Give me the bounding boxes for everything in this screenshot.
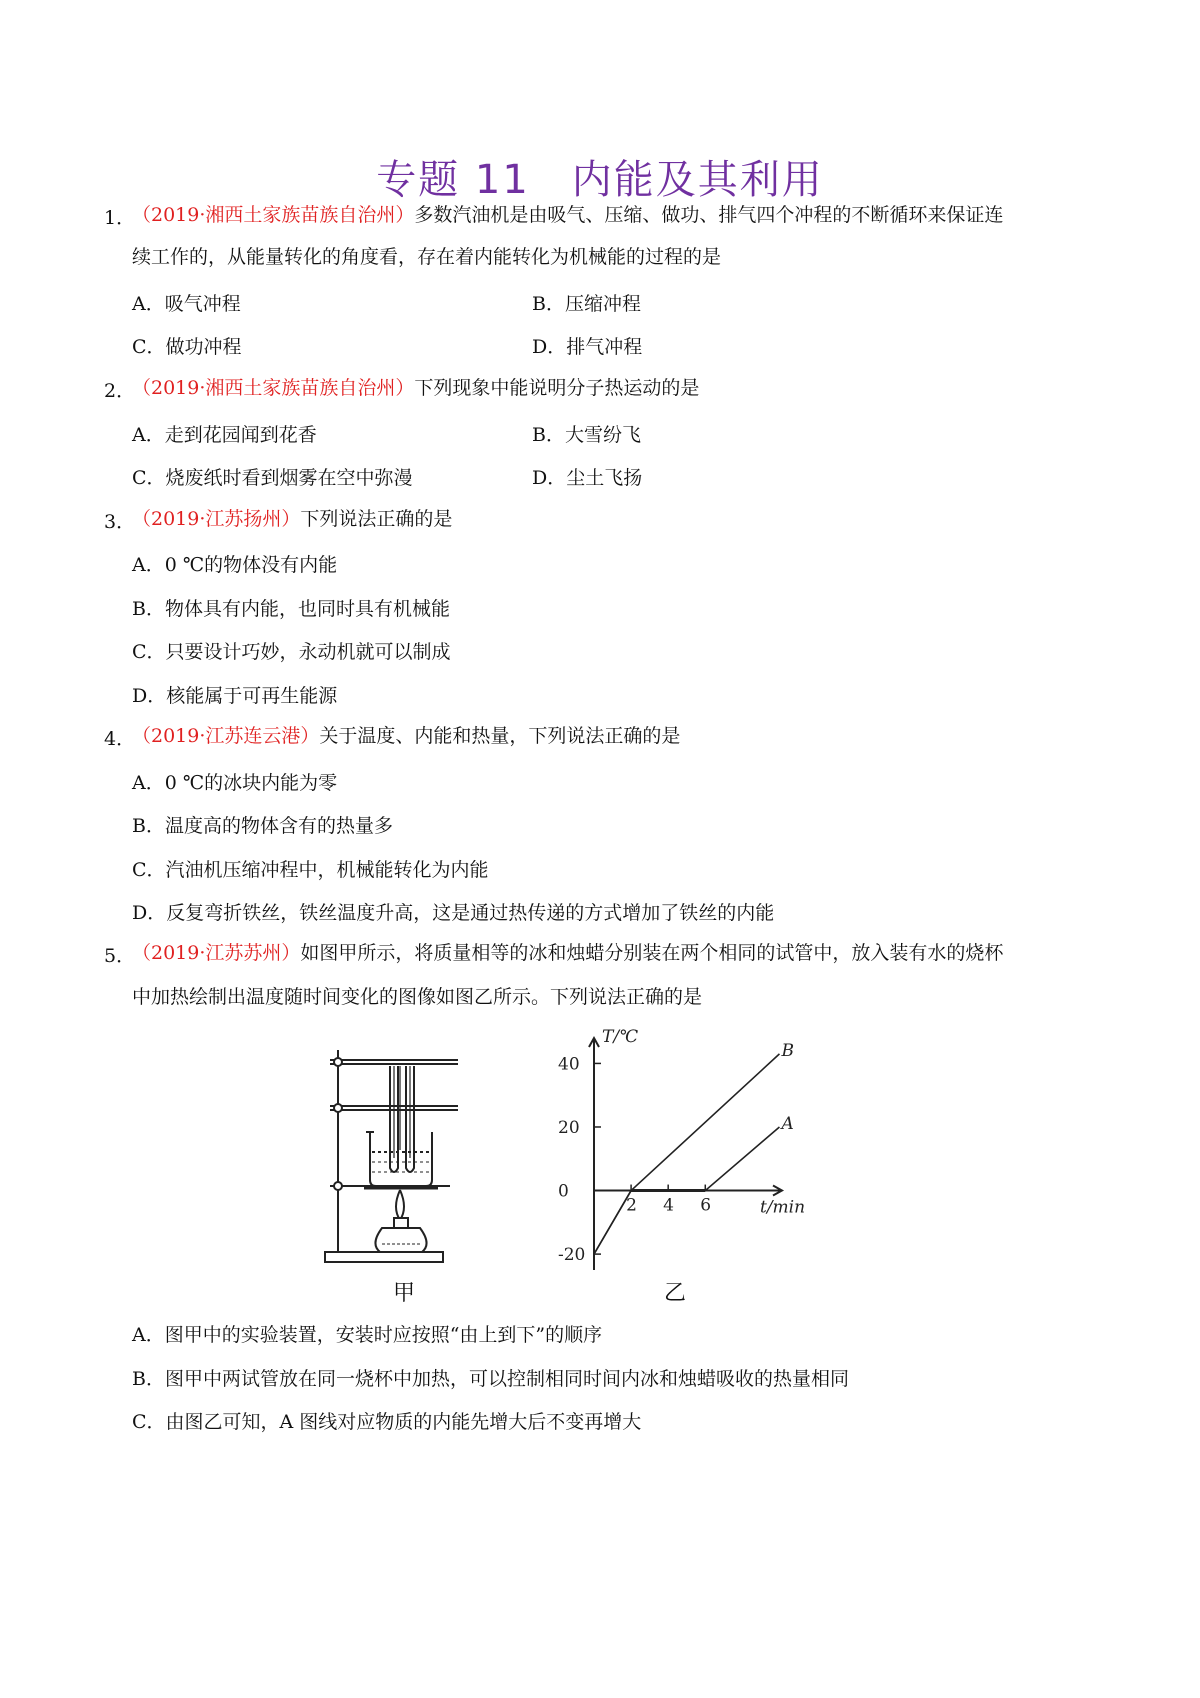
question-stem [132, 507, 452, 531]
series-label-b: B [781, 1040, 794, 1061]
stem-text-continued: 中加热绘制出温度随时间变化的图像如图乙所示。下列说法正确的是 [132, 986, 703, 1008]
question-source: （2019·湘西土家族苗族自治州） [132, 377, 415, 399]
option-b[interactable]: B．压缩冲程 [532, 293, 641, 315]
y-axis-label: T/℃ [602, 1027, 639, 1047]
x-axis-label: t/min [760, 1197, 806, 1218]
option-a[interactable]: A．吸气冲程 [132, 293, 241, 315]
y-tick-label: 0 [558, 1181, 569, 1202]
question-source: （2019·江苏苏州） [132, 942, 301, 964]
x-tick-label: 2 [626, 1195, 637, 1216]
question-source: （2019·湘西土家族苗族自治州） [132, 204, 415, 226]
question-number: 5． [104, 945, 136, 967]
question-number: 3． [104, 511, 136, 533]
option-c[interactable]: C．烧废纸时看到烟雾在空中弥漫 [132, 467, 413, 489]
option-c[interactable]: C．由图乙可知，A 图线对应物质的内能先增大后不变再增大 [132, 1411, 642, 1433]
option-a[interactable]: A．图甲中的实验装置，安装时应按照“由上到下”的顺序 [132, 1324, 603, 1346]
option-a[interactable]: A．0 ℃的物体没有内能 [132, 554, 338, 576]
option-b[interactable]: B．温度高的物体含有的热量多 [132, 815, 393, 837]
stem-text: 下列现象中能说明分子热运动的是 [414, 377, 700, 399]
question-source: （2019·江苏连云港） [132, 725, 320, 747]
figure-label-right: 乙 [664, 1281, 687, 1306]
apparatus-figure [320, 1030, 470, 1275]
stem-text: 如图甲所示，将质量相等的冰和烛蜡分别装在两个相同的试管中，放入装有水的烧杯 [300, 942, 1004, 964]
temperature-time-chart [548, 1020, 818, 1280]
y-tick-label: -20 [558, 1245, 586, 1266]
x-tick-label: 4 [663, 1195, 675, 1216]
option-c[interactable]: C．做功冲程 [132, 336, 242, 358]
stem-text-continued: 续工作的，从能量转化的角度看，存在着内能转化为机械能的过程的是 [132, 246, 722, 268]
figure-label-left: 甲 [393, 1281, 416, 1306]
stem-text: 关于温度、内能和热量，下列说法正确的是 [319, 725, 681, 747]
question-number: 1． [104, 207, 136, 229]
stem-text: 下列说法正确的是 [300, 508, 453, 530]
option-a[interactable]: A．走到花园闻到花香 [132, 424, 317, 446]
option-c[interactable]: C．汽油机压缩冲程中，机械能转化为内能 [132, 859, 489, 881]
question-number: 2． [104, 380, 136, 402]
option-a[interactable]: A．0 ℃的冰块内能为零 [132, 772, 338, 794]
option-b[interactable]: B．物体具有内能，也同时具有机械能 [132, 598, 450, 620]
x-tick-label: 6 [700, 1195, 712, 1216]
question-stem [132, 376, 699, 400]
question-stem [132, 203, 1003, 227]
option-d[interactable]: D．排气冲程 [532, 336, 643, 358]
option-d[interactable]: D．核能属于可再生能源 [132, 685, 338, 707]
series-line-b [594, 1054, 779, 1254]
option-d[interactable]: D．尘土飞扬 [532, 467, 643, 489]
option-b[interactable]: B．大雪纷飞 [532, 424, 641, 446]
option-d[interactable]: D．反复弯折铁丝，铁丝温度升高，这是通过热传递的方式增加了铁丝的内能 [132, 902, 775, 924]
option-c[interactable]: C．只要设计巧妙，永动机就可以制成 [132, 641, 451, 663]
y-tick-label: 40 [558, 1054, 580, 1075]
option-b[interactable]: B．图甲中两试管放在同一烧杯中加热，可以控制相同时间内冰和烛蜡吸收的热量相同 [132, 1368, 849, 1390]
page-title: 专题 11 内能及其利用 [376, 157, 824, 203]
y-tick-label: 20 [558, 1117, 580, 1138]
question-stem [132, 941, 1003, 965]
series-label-a: A [781, 1113, 794, 1134]
question-stem [132, 724, 680, 748]
question-source: （2019·江苏扬州） [132, 508, 301, 530]
question-number: 4． [104, 728, 136, 750]
stem-text: 多数汽油机是由吸气、压缩、做功、排气四个冲程的不断循环来保证连 [414, 204, 1004, 226]
